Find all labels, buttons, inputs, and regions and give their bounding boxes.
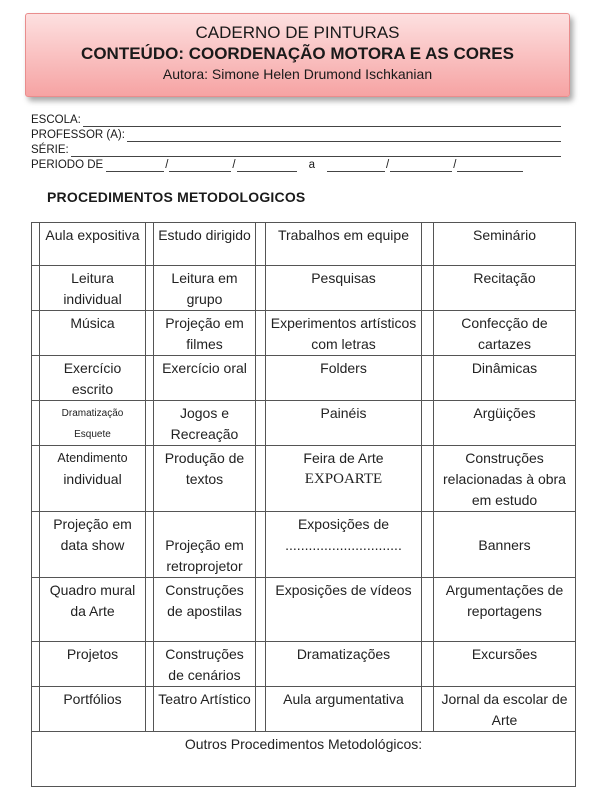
table-row [32,356,576,401]
checkbox-cell[interactable] [256,311,266,356]
procedure-cell: Dramatizações [266,642,422,687]
procedure-cell: Construções de apostilas [154,578,256,642]
grade-label: SÉRIE: [31,144,69,156]
checkbox-cell[interactable] [32,356,40,401]
checkbox-cell[interactable] [422,642,434,687]
period-field [31,157,561,172]
procedure-cell: Banners [434,512,576,578]
checkbox-cell[interactable] [32,401,40,446]
procedure-cell: Aula expositiva [40,223,146,266]
table-row [32,401,576,446]
section-title: PROCEDIMENTOS METODOLOGICOS [47,189,306,205]
procedure-cell-line: Atendimento [57,451,128,465]
procedure-cell: Argumentações de reportagens [434,578,576,642]
checkbox-cell[interactable] [422,266,434,311]
procedure-cell-line: Dramatização [61,408,124,419]
procedure-cell: Excursões [434,642,576,687]
teacher-field [31,127,561,142]
checkbox-cell[interactable] [256,687,266,732]
checkbox-cell[interactable] [32,512,40,578]
date-slash: / [165,159,169,171]
teacher-input-line[interactable] [127,130,561,142]
table-row [32,446,576,512]
table-row [32,687,576,732]
checkbox-cell[interactable] [32,266,40,311]
procedure-cell: Portfólios [40,687,146,732]
procedure-cell: Jornal da escolar de Arte [434,687,576,732]
period-start-day[interactable] [106,160,164,172]
table-row [32,642,576,687]
checkbox-cell[interactable] [32,311,40,356]
period-label: PERIODO DE [31,159,104,171]
procedure-cell: Construções relacionadas à obra em estudo [434,446,576,512]
period-end-year[interactable] [457,160,523,172]
checkbox-cell[interactable] [32,578,40,642]
checkbox-cell[interactable] [146,642,154,687]
checkbox-cell[interactable] [422,687,434,732]
table-row [32,223,576,266]
procedure-cell: Quadro mural da Arte [40,578,146,642]
period-end-day[interactable] [327,160,385,172]
checkbox-cell[interactable] [256,223,266,266]
date-slash: / [453,159,457,171]
checkbox-cell[interactable] [32,223,40,266]
checkbox-cell[interactable] [146,512,154,578]
date-slash: / [386,159,390,171]
grade-input-line[interactable] [71,145,561,157]
checkbox-cell[interactable] [422,401,434,446]
procedure-cell: Leitura em grupo [154,266,256,311]
author-line: Autora: Simone Helen Drumond Ischkanian [162,66,433,82]
checkbox-cell[interactable] [256,642,266,687]
checkbox-cell[interactable] [32,687,40,732]
other-procedures-field[interactable]: Outros Procedimentos Metodológicos: [32,732,576,787]
content-title: CONTEÚDO: COORDENAÇÃO MOTORA E AS CORES [81,44,514,63]
checkbox-cell[interactable] [422,311,434,356]
checkbox-cell[interactable] [32,642,40,687]
procedure-cell [40,401,146,446]
procedure-cell: Experimentos artísticos com letras [266,311,422,356]
procedure-cell: Teatro Artístico [154,687,256,732]
checkbox-cell[interactable] [256,512,266,578]
period-start-month[interactable] [169,160,231,172]
procedure-cell: Leitura individual [40,266,146,311]
period-end-month[interactable] [390,160,452,172]
procedure-cell: Exercício oral [154,356,256,401]
checkbox-cell[interactable] [146,578,154,642]
date-slash: / [232,159,236,171]
procedure-cell: Construções de cenários [154,642,256,687]
procedure-cell: Confecção de cartazes [434,311,576,356]
procedure-cell: Argüições [434,401,576,446]
checkbox-cell[interactable] [256,356,266,401]
procedure-cell: Jogos e Recreação [154,401,256,446]
checkbox-cell[interactable] [146,687,154,732]
period-to-label: a [308,159,316,171]
school-field [31,112,561,127]
procedure-cell: Música [40,311,146,356]
procedure-cell: Folders [266,356,422,401]
procedure-cell: Recitação [434,266,576,311]
procedure-cell: Exposições de vídeos [266,578,422,642]
procedure-cell: Trabalhos em equipe [266,223,422,266]
procedure-cell: Aula argumentativa [266,687,422,732]
procedure-cell-line: EXPOARTE [304,471,383,487]
procedure-cell: Projeção em retroprojetor [154,512,256,578]
school-label: ESCOLA: [31,114,81,126]
checkbox-cell[interactable] [422,356,434,401]
checkbox-cell[interactable] [256,578,266,642]
checkbox-cell[interactable] [256,446,266,512]
notebook-title: CADERNO DE PINTURAS [195,23,400,42]
procedure-cell: Produção de textos [154,446,256,512]
table-row [32,578,576,642]
form-fields [31,112,561,172]
checkbox-cell[interactable] [146,266,154,311]
table-row [32,311,576,356]
procedure-cell: Projeção em data show [40,512,146,578]
procedure-cell-line: Feira de Arte [303,450,384,466]
procedure-cell [266,446,422,512]
procedure-cell: Exercício escrito [40,356,146,401]
table-row [32,266,576,311]
table-row [32,512,576,578]
checkbox-cell[interactable] [146,223,154,266]
period-start-year[interactable] [237,160,297,172]
checkbox-cell[interactable] [422,578,434,642]
checkbox-cell[interactable] [32,446,40,512]
procedure-cell: Seminário [434,223,576,266]
procedure-cell-line: individual [63,471,122,487]
school-input-line[interactable] [83,115,561,127]
procedure-cell [40,446,146,512]
procedure-cell: Dinâmicas [434,356,576,401]
teacher-label: PROFESSOR (A): [31,129,125,141]
checkbox-cell[interactable] [422,223,434,266]
checkbox-cell[interactable] [146,446,154,512]
procedure-cell: Pesquisas [266,266,422,311]
procedure-cell: Projeção em filmes [154,311,256,356]
procedure-cell-line: Esquete [74,429,111,440]
procedure-cell: Painéis [266,401,422,446]
checkbox-cell[interactable] [146,356,154,401]
checkbox-cell[interactable] [256,266,266,311]
checkbox-cell[interactable] [146,311,154,356]
procedure-cell: Estudo dirigido [154,223,256,266]
procedure-cell: Projetos [40,642,146,687]
table-row [32,732,576,787]
grade-field [31,142,561,157]
procedure-cell: Exposições de .............................. [266,512,422,578]
checkbox-cell[interactable] [422,446,434,512]
procedures-table [31,222,576,787]
checkbox-cell[interactable] [146,401,154,446]
title-banner [25,13,570,97]
checkbox-cell[interactable] [422,512,434,578]
checkbox-cell[interactable] [256,401,266,446]
